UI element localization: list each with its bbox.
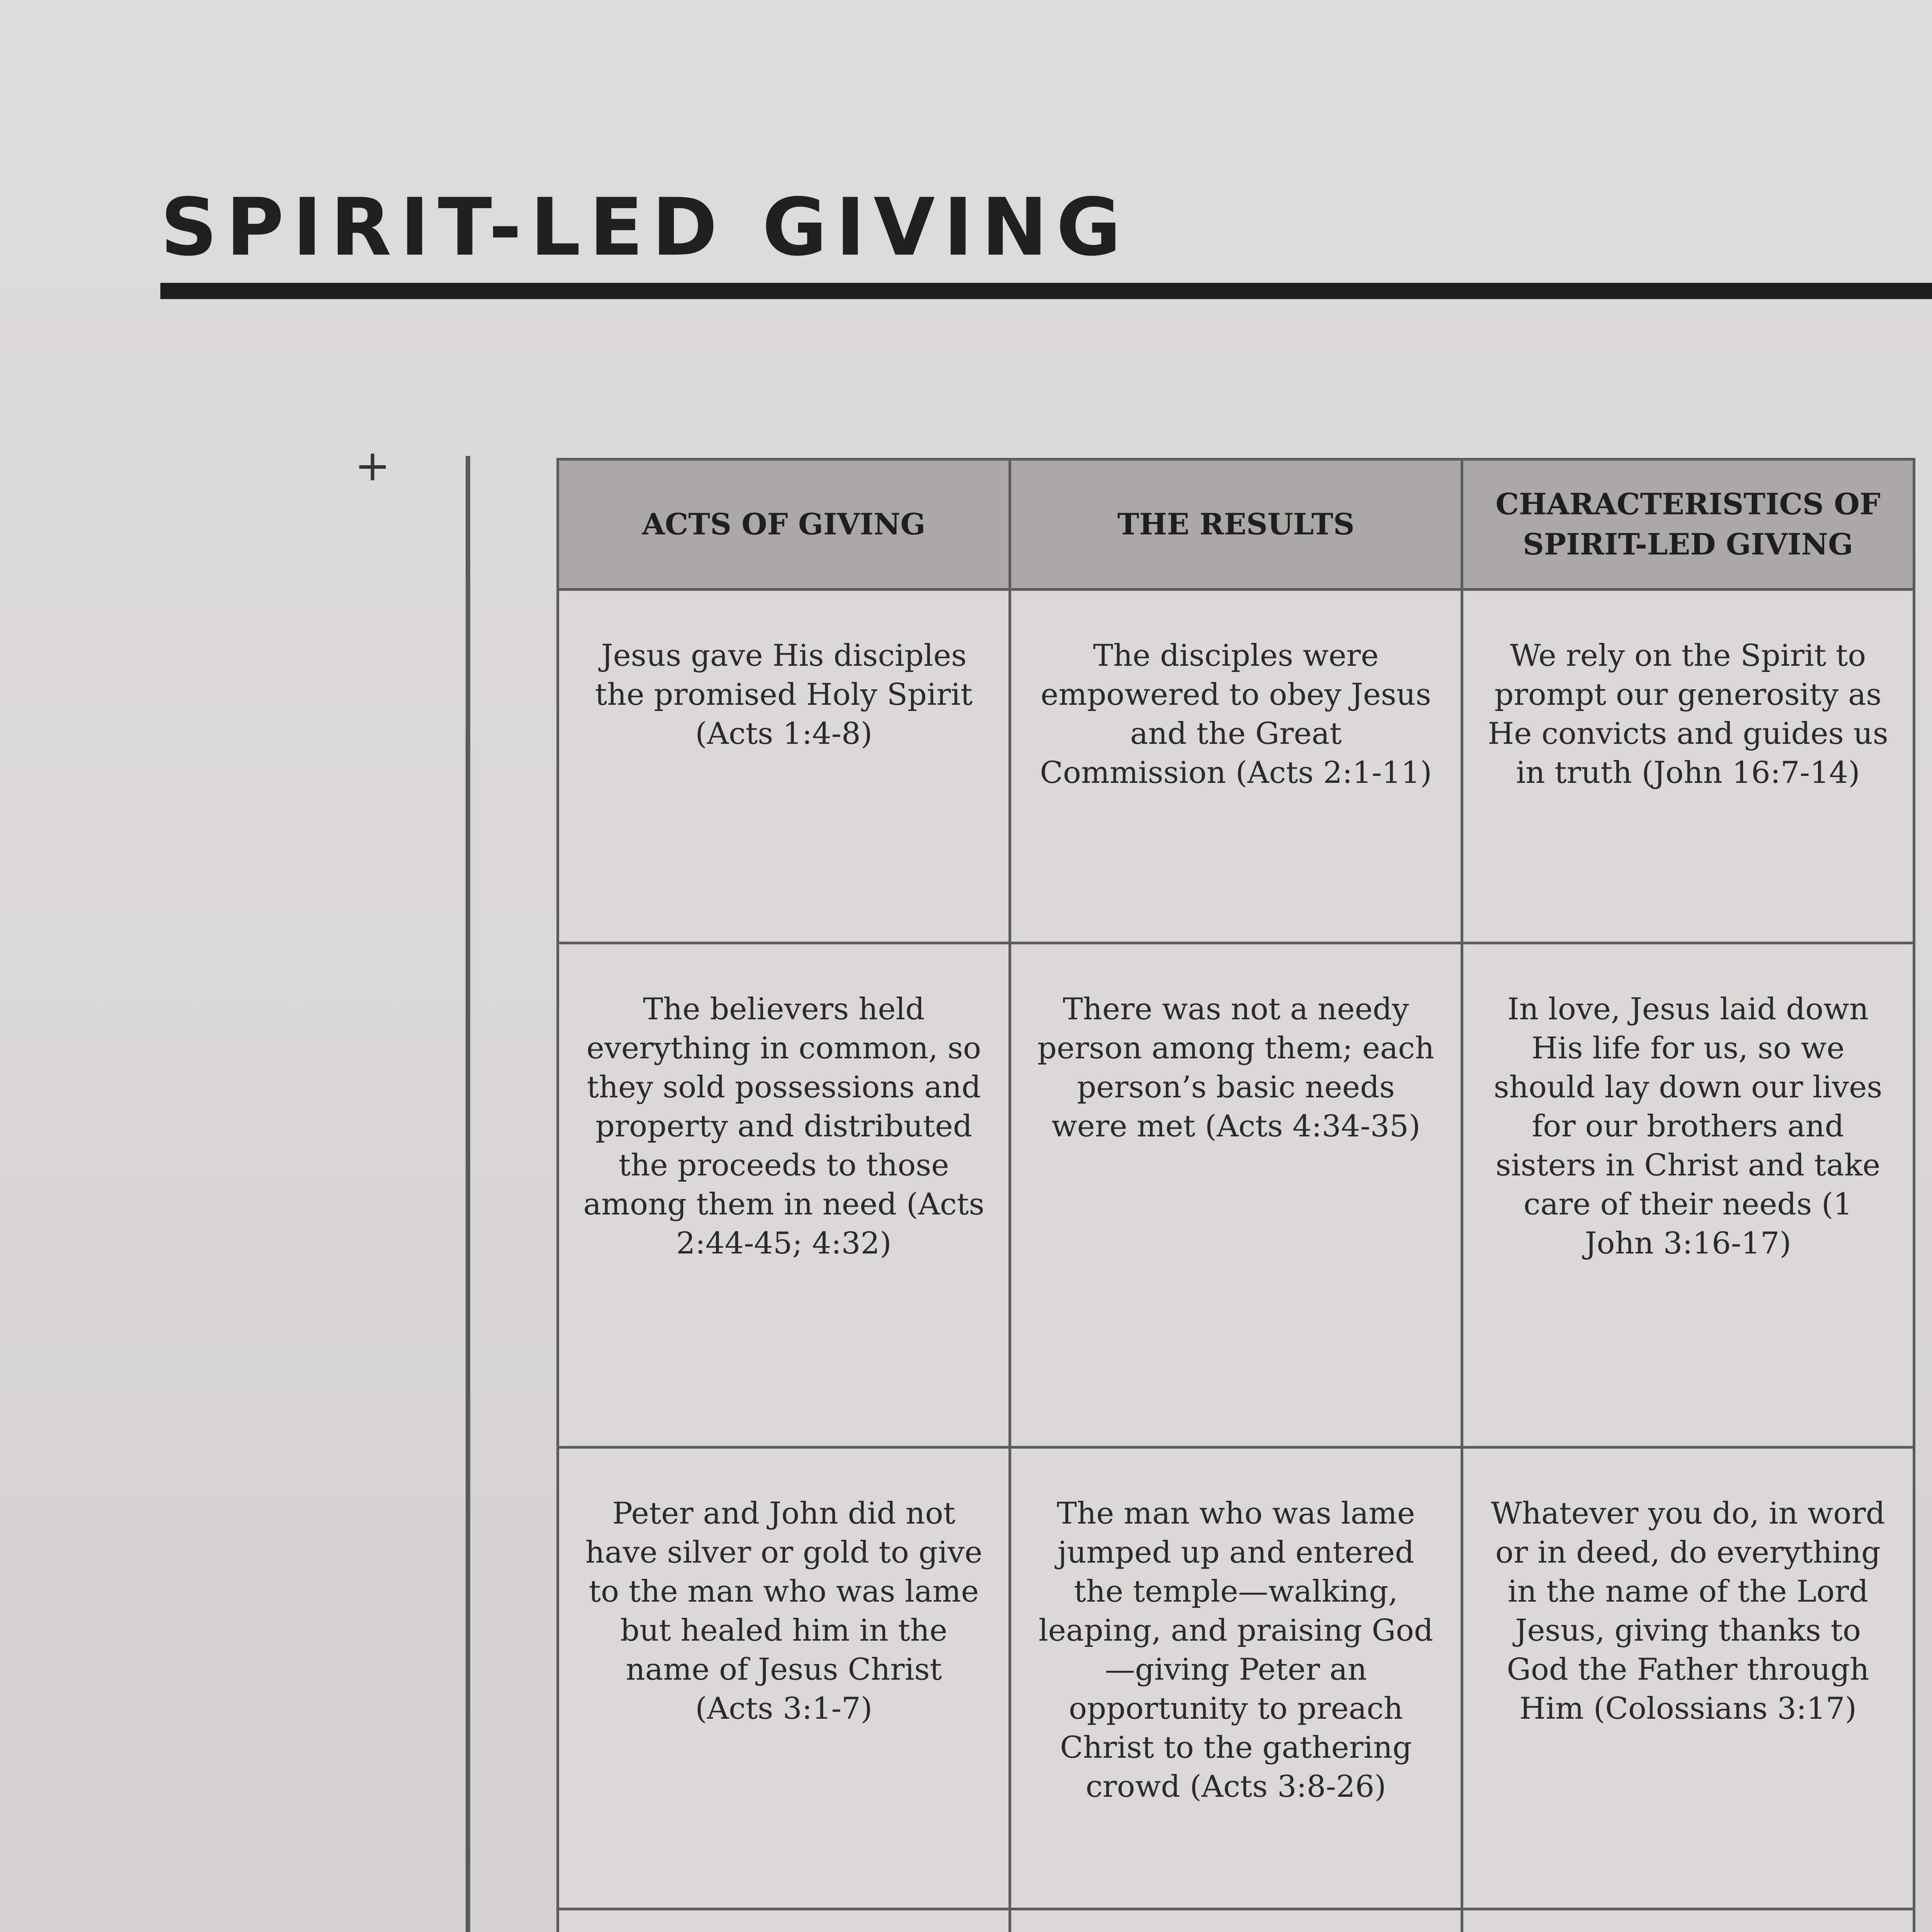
header-the-results: THE RESULTS: [1010, 459, 1462, 590]
table-cell-act: [558, 1909, 1010, 1932]
title-underline: [160, 283, 1932, 299]
table-cell-act: Jesus gave His disciples the promised Holy Spirit (Acts 1:4-8): [558, 590, 1010, 943]
margin-rule: [466, 456, 470, 1932]
crosshair-icon: +: [355, 441, 391, 490]
table-row: [558, 1447, 1914, 1909]
table-header-row: [558, 459, 1914, 590]
table-row: [558, 590, 1914, 943]
table-cell-result: There was not a needy person among them; each person’s basic needs were met (Acts 4:34-35): [1010, 943, 1462, 1447]
table-cell-result: The disciples were empowered to obey Jesus and the Great Commission (Acts 2:1-11): [1010, 590, 1462, 943]
table-cell-result: [1010, 1909, 1462, 1932]
table-cell-characteristic: We rely on the Spirit to prompt our generosity as He convicts and guides us in truth (John 16:7-14): [1462, 590, 1914, 943]
table-cell-act: The believers held everything in common, so they sold possessions and property and distributed the proceeds to those among them in need (Acts 2:44-45; 4:32): [558, 943, 1010, 1447]
table-cell-characteristic: In love, Jesus laid down His life for us, so we should lay down our lives for our brothers and sisters in Christ and take care of their needs (1 John 3:16-17): [1462, 943, 1914, 1447]
table-row: [558, 1909, 1914, 1932]
table-row: [558, 943, 1914, 1447]
table-cell-characteristic: [1462, 1909, 1914, 1932]
page-title: SPIRIT-LED GIVING: [160, 182, 1130, 274]
header-acts-of-giving: ACTS OF GIVING: [558, 459, 1010, 590]
header-characteristics: CHARACTERISTICS OF SPIRIT-LED GIVING: [1462, 459, 1914, 590]
table-cell-result: The man who was lame jumped up and entered the temple—walking, leaping, and praising God—giving Peter an opportunity to preach Christ to the gathering crowd (Acts 3:8-26): [1010, 1447, 1462, 1909]
table-cell-act: Peter and John did not have silver or gold to give to the man who was lame but healed him in the name of Jesus Christ (Acts 3:1-7): [558, 1447, 1010, 1909]
giving-table: [556, 458, 1915, 1932]
table-cell-characteristic: Whatever you do, in word or in deed, do everything in the name of the Lord Jesus, giving thanks to God the Father through Him (Colossians 3:17): [1462, 1447, 1914, 1909]
